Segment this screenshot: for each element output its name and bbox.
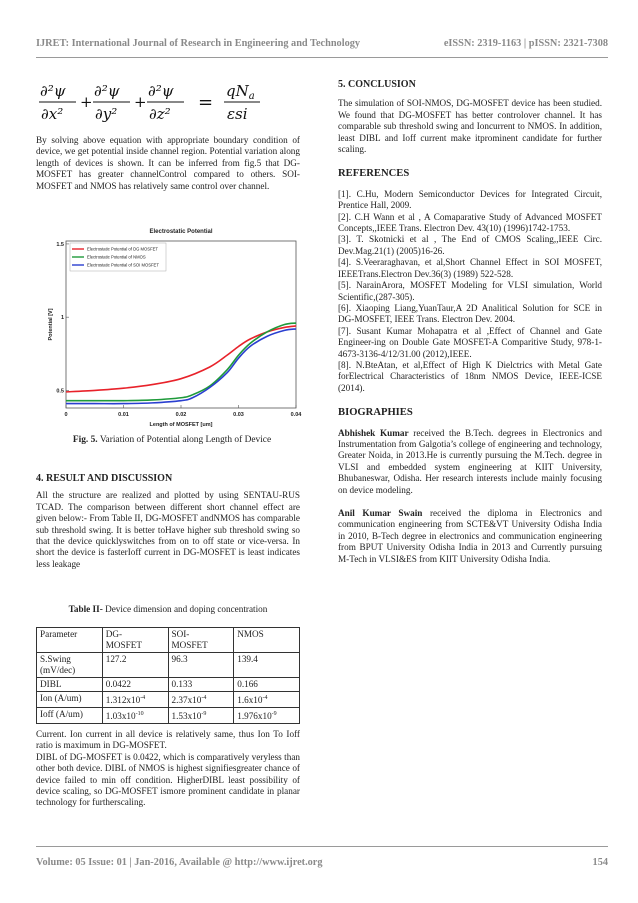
bio-1-name: Abhishek Kumar [338, 427, 409, 438]
table-header-row [37, 628, 300, 653]
section-5-heading: 5. CONCLUSION [338, 79, 416, 90]
legend-entry: Electrostatic Potential of DG MOSFET [87, 246, 158, 252]
references-heading: REFERENCES [338, 168, 410, 180]
table-cell: S.Swing (mV/dec) [37, 653, 103, 678]
left-closing-text [36, 729, 300, 809]
biographies-heading: BIOGRAPHIES [338, 407, 413, 419]
eq-term-x-den: ∂x² [41, 105, 64, 123]
table-row [37, 653, 300, 678]
journal-name: IJRET: International Journal of Research in Engineering and Technology [36, 38, 361, 49]
table-cell: $1.6x10^{-4}$ [234, 692, 300, 708]
table-cell: 96.3 [168, 653, 234, 678]
reference-item: [8]. N.BteAtan, et al,Effect of High K Dielctrics with Metal Gate forElectrical Characteristics of 18nm NMOS Device, IEEE-ICSE (2014). [338, 359, 602, 393]
page-number: 154 [592, 857, 608, 868]
header-rule [36, 57, 608, 58]
eq-term-x-num: ∂²ψ [40, 82, 66, 100]
footer-rule [36, 846, 608, 847]
eq-term-z-den: ∂z² [149, 105, 171, 123]
eq-numerator: $qN_a$ [226, 82, 255, 102]
table-header-cell: DG- MOSFET [102, 628, 168, 653]
figure-caption [56, 435, 288, 446]
paragraph-ion: Current. Ion current in all device is relatively same, thus Ion To Ioff ratio is maximum in DG-MOSFET. [36, 729, 300, 751]
reference-list [338, 189, 602, 394]
x-axis-label: Length of MOSFET [um] [149, 422, 213, 428]
biography-1: Abhishek Kumar received the B.Tech. degrees in Electronics and Instrumentation from Galgotia’s college of engineering and technology, Greater Noida, in 2013.He is currently pursuing the M.Tech. degree in VLSI and embedded system engineering at KIIT University, Bhubaneswar, Odisha. Her research interests include mainly focusing on device modeling. [338, 427, 602, 495]
table-header-cell: NMOS [234, 628, 300, 653]
table-cell: $1.53x10^{-9}$ [168, 708, 234, 724]
figure-caption-text: Variation of Potential along Length of Device [99, 435, 272, 445]
table-cell: Ioff (A/um) [37, 708, 103, 724]
reference-item: [1]. C.Hu, Modern Semiconductor Devices for Integrated Circuit, Prentice Hall, 2009. [338, 188, 602, 211]
table-cell: $1.976x10^{-9}$ [234, 708, 300, 724]
reference-item: [5]. NarainArora, MOSFET Modeling for VLSI simulation, World Scientific,(287-305). [338, 280, 602, 302]
svg-text:+: + [134, 93, 147, 111]
table-cell: $1.03x10^{-10}$ [102, 708, 168, 724]
table-row [37, 708, 300, 724]
running-header [36, 38, 608, 52]
section-4 [36, 473, 300, 570]
table-caption [36, 604, 300, 615]
table-cell: 0.133 [168, 678, 234, 692]
table-row [37, 678, 300, 692]
reference-item: [3]. T. Skotnicki et al , The End of CMOS Scaling,,IEEE Circ. Dev.Mag.21(1) (2005)16-26. [338, 234, 602, 256]
results-table [36, 627, 300, 724]
paragraph-results: All the structure are realized and plotted by using SENTAU-RUS TCAD. The comparison between different short channel effect are given below:- From Table II, DG-MOSFET andNMOS has comparable sub threshold swing. It is better toHave higher sub threshold swing so that the device quicklyswitches from on to off state or vice-versa. In short the device is fasterIoff current in DG-MOSFET is least indicates less leakage [36, 490, 300, 569]
y-tick-label: 1 [60, 315, 64, 322]
table-cell: 127.2 [102, 653, 168, 678]
reference-item: [4]. S.Veeraraghavan, et al,Short Channel Effect in SOI MOSFET, IEEETrans.Electron Dev.36(3) (1989) 522-528. [338, 257, 602, 279]
table-cell: 0.0422 [102, 678, 168, 692]
paragraph-conclusion: The simulation of SOI-NMOS, DG-MOSFET device has been studied. We found that DG-MOSFET has better controlover channel. It has comparable sub threshold swing and Ioncurrent to NMOS. In addition, least DIBL and Ioff current make itprominent candidate for further scaling. [338, 98, 602, 155]
table-cell: 139.4 [234, 653, 300, 678]
x-tick-label: 0.04 [290, 412, 302, 418]
potential-chart [46, 224, 300, 429]
y-axis-label: Potential [V] [48, 308, 54, 341]
eq-equals: = [198, 92, 214, 113]
table-caption-text: Device dimension and doping concentration [105, 604, 268, 614]
paragraph-dibl: DIBL of DG-MOSFET is 0.0422, which is comparatively veryless than other both device. DIBL of NMOS is highest signifiesgreater chance of device failed to min off condition. HigherDIBL least possibility of device scaling, so DG-MOSFET ismore prominent candidate in planar technology for furtherscaling. [36, 751, 300, 808]
paragraph-potential: By solving above equation with appropriate boundary condition of device, we get potential inside channel region. Potential variation along length of devices is shown. It can be inferred from fig.5 that DG-MOSFET has greater channelControl compared to others. SOI-MOSFET and NMOS has relatively same control over channel. [36, 135, 300, 191]
section-4-heading: 4. RESULT AND DISCUSSION [36, 473, 173, 484]
eq-denominator: εsi [227, 105, 248, 123]
eq-term-y-num: ∂²ψ [94, 82, 120, 100]
table-header-cell: SOI- MOSFET [168, 628, 234, 653]
chart-title: Electrostatic Potential [149, 229, 213, 235]
legend-entry: Electrostatic Potential of SOI MOSFET [87, 262, 159, 268]
table-cell: $2.37x10^{-4}$ [168, 692, 234, 708]
eq-term-y-den: ∂y² [95, 105, 118, 123]
poisson-equation [36, 78, 300, 126]
left-column [36, 135, 300, 192]
biography-2: Anil Kumar Swain received the diploma in Electronics and communication engineering from SCTE&VT University Odisha India in 2010, B-Tech degree in electronics and communication engineering from BPUT University Odisha India in 2013 and Currently pursuing M-Tech in VLSI&ES from KIIT University Odisha India. [338, 508, 602, 564]
legend-entry: Electrostatic Potential of NMOS [87, 254, 146, 260]
bio-2-name: Anil Kumar Swain [338, 508, 423, 518]
eq-term-z-num: ∂²ψ [148, 82, 174, 100]
table-header-cell: Parameter [37, 628, 103, 653]
x-tick-label: 0.01 [118, 412, 129, 418]
reference-item: [2]. C.H Wann et al , A Comaparative Study of Advanced MOSFET Concepts,,IEEE Trans. Electron Dev. 43(10) (1996)1742-1753. [338, 211, 602, 234]
reference-item: [6]. Xiaoping Liang,YuanTaur,A 2D Analitical Solution for SCE in DG-MOSFET, IEEE Trans. Electron Dev. 2004. [338, 302, 602, 325]
y-tick-label: 1.5 [56, 241, 64, 248]
right-column [338, 79, 602, 565]
footer-volume: Volume: 05 Issue: 01 | Jan-2016, Available @ http://www.ijret.org [36, 857, 323, 868]
table-label: Table II- [68, 604, 103, 614]
table-cell: 0.166 [234, 678, 300, 692]
x-tick-label: 0 [64, 412, 68, 418]
reference-item: [7]. Susant Kumar Mohapatra et al ,Effect of Channel and Gate Engineer-ing on Double Gate MOSFET-A Comparitive Study, 978-1-4673-3136-4/12/31.00 (2012),IEEE. [338, 325, 602, 359]
table-cell: $1.312x10^{-4}$ [102, 692, 168, 708]
figure-label: Fig. 5. [72, 435, 98, 445]
table-row [37, 692, 300, 708]
table-cell: Ion (A/um) [37, 692, 103, 708]
table-cell: DIBL [37, 678, 103, 692]
x-tick-label: 0.02 [175, 412, 187, 418]
x-tick-label: 0.03 [233, 412, 244, 418]
issn-text: eISSN: 2319-1163 | pISSN: 2321-7308 [443, 38, 608, 49]
y-tick-label: 0.5 [56, 388, 64, 395]
svg-text:+: + [80, 93, 93, 111]
